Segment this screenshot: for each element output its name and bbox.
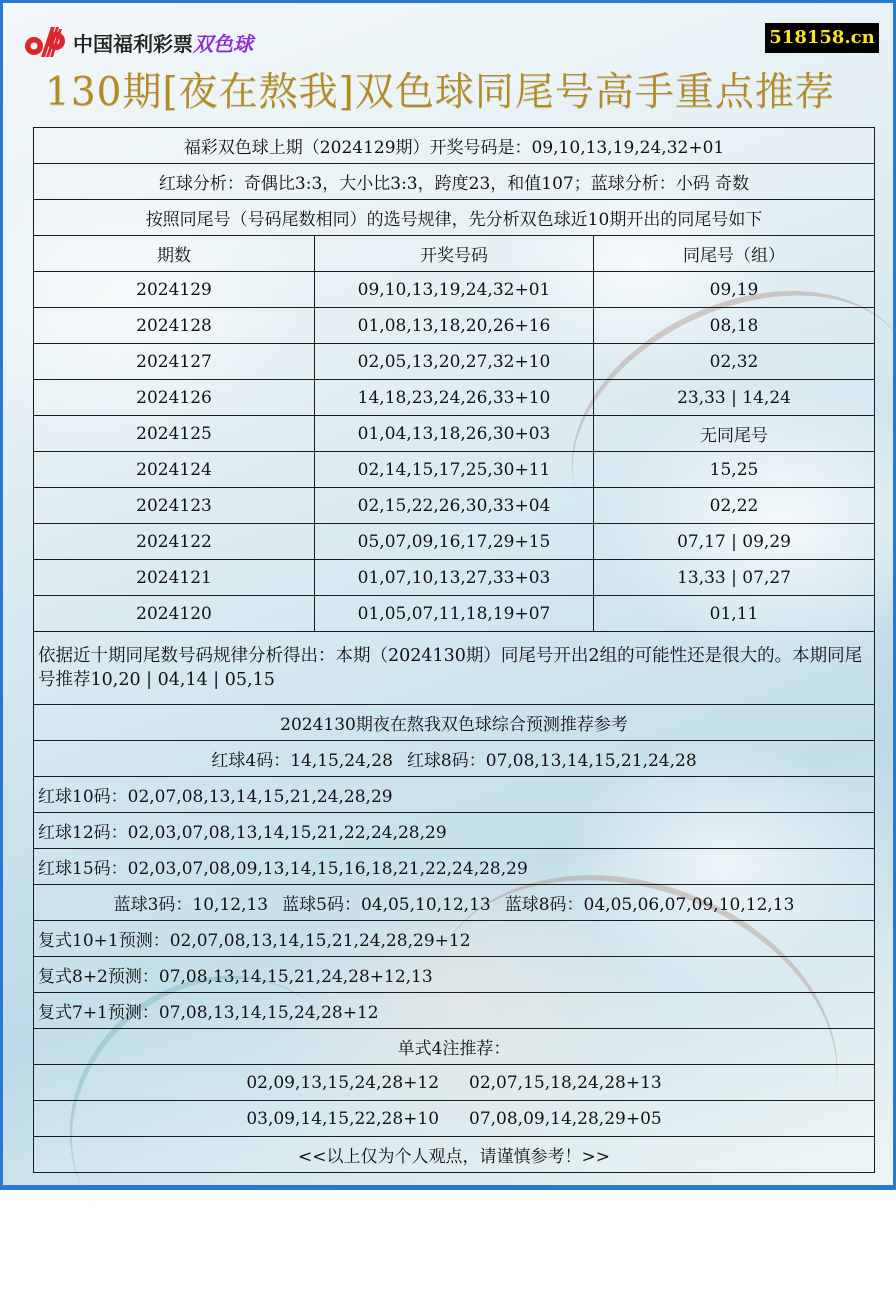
column-header-issue: 期数: [34, 236, 315, 272]
numbers-cell: 02,14,15,17,25,30+11: [315, 452, 594, 488]
logo-text-ssq: 双色球: [193, 31, 253, 56]
blue-5-code: 蓝球5码：04,05,10,12,13: [282, 895, 491, 915]
same-tail-cell: 13,33 | 07,27: [594, 560, 875, 596]
numbers-cell: 02,05,13,20,27,32+10: [315, 344, 594, 380]
single-ticket: 03,09,14,15,22,28+10: [246, 1108, 440, 1129]
combo-7-1: 复式7+1预测：07,08,13,14,15,24,28+12: [34, 993, 875, 1029]
last-draw-row: [34, 128, 875, 164]
issue-cell: 2024125: [34, 416, 315, 452]
red-4-8-cell: [34, 741, 875, 777]
analysis-text: 红球分析：奇偶比3:3，大小比3:3，跨度23，和值107；蓝球分析：小码 奇数: [34, 164, 875, 200]
blue-8-code: 蓝球8码：04,05,06,07,09,10,12,13: [504, 895, 795, 915]
same-tail-cell: 02,32: [594, 344, 875, 380]
logo-text: [73, 28, 253, 57]
intro-row: [34, 200, 875, 236]
single-ticket: 02,07,15,18,24,28+13: [469, 1072, 662, 1093]
cwl-logo-icon: [23, 25, 69, 59]
same-tail-cell: 15,25: [594, 452, 875, 488]
combo-8-2-row: [34, 957, 875, 993]
numbers-cell: 01,08,13,18,20,26+16: [315, 308, 594, 344]
same-tail-cell: 02,22: [594, 488, 875, 524]
disclaimer-row: [34, 1137, 875, 1173]
numbers-cell: 01,05,07,11,18,19+07: [315, 596, 594, 632]
red-8-code: 红球8码：07,08,13,14,15,21,24,28: [406, 751, 697, 771]
site-badge: 518158.cn: [765, 23, 879, 53]
table-row: [34, 560, 875, 596]
last-draw-text: 福彩双色球上期（2024129期）开奖号码是：09,10,13,19,24,32+01: [34, 128, 875, 164]
single-cell: [34, 1065, 875, 1101]
single-row: [34, 1101, 875, 1137]
numbers-cell: 14,18,23,24,26,33+10: [315, 380, 594, 416]
analysis-row: [34, 164, 875, 200]
cwl-logo: [23, 25, 253, 59]
page-title: 130期[夜在熬我]双色球同尾号高手重点推荐: [45, 70, 835, 115]
red-12-row: [34, 813, 875, 849]
logo-text-main: 中国福利彩票: [73, 31, 193, 56]
blue-codes-row: [34, 885, 875, 921]
same-tail-cell: 01,11: [594, 596, 875, 632]
numbers-cell: 09,10,13,19,24,32+01: [315, 272, 594, 308]
table-row: [34, 596, 875, 632]
column-header-same-tail: 同尾号（组）: [594, 236, 875, 272]
single-heading: 单式4注推荐：: [34, 1029, 875, 1065]
red-15-row: [34, 849, 875, 885]
red-10-code: 红球10码：02,07,08,13,14,15,21,24,28,29: [34, 777, 875, 813]
same-tail-cell: 23,33 | 14,24: [594, 380, 875, 416]
single-row: [34, 1065, 875, 1101]
conclusion-row: [34, 632, 875, 705]
issue-cell: 2024127: [34, 344, 315, 380]
numbers-cell: 05,07,09,16,17,29+15: [315, 524, 594, 560]
same-tail-cell: 07,17 | 09,29: [594, 524, 875, 560]
numbers-cell: 01,07,10,13,27,33+03: [315, 560, 594, 596]
issue-cell: 2024129: [34, 272, 315, 308]
column-header-numbers: 开奖号码: [315, 236, 594, 272]
conclusion-text: 依据近十期同尾数号码规律分析得出：本期（2024130期）同尾号开出2组的可能性还是很大的。本期同尾号推荐10,20 | 04,14 | 05,15: [34, 632, 875, 705]
issue-cell: 2024121: [34, 560, 315, 596]
single-cell: [34, 1101, 875, 1137]
blue-3-code: 蓝球3码：10,12,13: [113, 895, 269, 915]
table-row: [34, 272, 875, 308]
combo-8-2: 复式8+2预测：07,08,13,14,15,21,24,28+12,13: [34, 957, 875, 993]
table-header-row: [34, 236, 875, 272]
combo-7-1-row: [34, 993, 875, 1029]
red-10-row: [34, 777, 875, 813]
red-15-code: 红球15码：02,03,07,08,09,13,14,15,16,18,21,22,24,28,29: [34, 849, 875, 885]
table-row: [34, 452, 875, 488]
table-row: [34, 488, 875, 524]
prediction-heading-row: [34, 705, 875, 741]
table-row: [34, 524, 875, 560]
issue-cell: 2024128: [34, 308, 315, 344]
prediction-heading: 2024130期夜在熬我双色球综合预测推荐参考: [34, 705, 875, 741]
combo-10-1: 复式10+1预测：02,07,08,13,14,15,21,24,28,29+12: [34, 921, 875, 957]
recommendation-table: [33, 127, 875, 1173]
issue-cell: 2024122: [34, 524, 315, 560]
blue-codes-cell: [34, 885, 875, 921]
issue-cell: 2024124: [34, 452, 315, 488]
issue-cell: 2024120: [34, 596, 315, 632]
single-ticket: 02,09,13,15,24,28+12: [246, 1072, 440, 1093]
red-4-code: 红球4码：14,15,24,28: [211, 751, 393, 771]
red-12-code: 红球12码：02,03,07,08,13,14,15,21,22,24,28,29: [34, 813, 875, 849]
combo-10-1-row: [34, 921, 875, 957]
same-tail-cell: 09,19: [594, 272, 875, 308]
intro-text: 按照同尾号（号码尾数相同）的选号规律，先分析双色球近10期开出的同尾号如下: [34, 200, 875, 236]
table-row: [34, 380, 875, 416]
table-row: [34, 308, 875, 344]
same-tail-cell: 08,18: [594, 308, 875, 344]
issue-cell: 2024123: [34, 488, 315, 524]
disclaimer-text: <<以上仅为个人观点，请谨慎参考！>>: [34, 1137, 875, 1173]
numbers-cell: 01,04,13,18,26,30+03: [315, 416, 594, 452]
issue-cell: 2024126: [34, 380, 315, 416]
table-row: [34, 344, 875, 380]
numbers-cell: 02,15,22,26,30,33+04: [315, 488, 594, 524]
red-4-8-row: [34, 741, 875, 777]
same-tail-cell: 无同尾号: [594, 416, 875, 452]
single-ticket: 07,08,09,14,28,29+05: [469, 1108, 662, 1129]
single-heading-row: [34, 1029, 875, 1065]
table-row: [34, 416, 875, 452]
